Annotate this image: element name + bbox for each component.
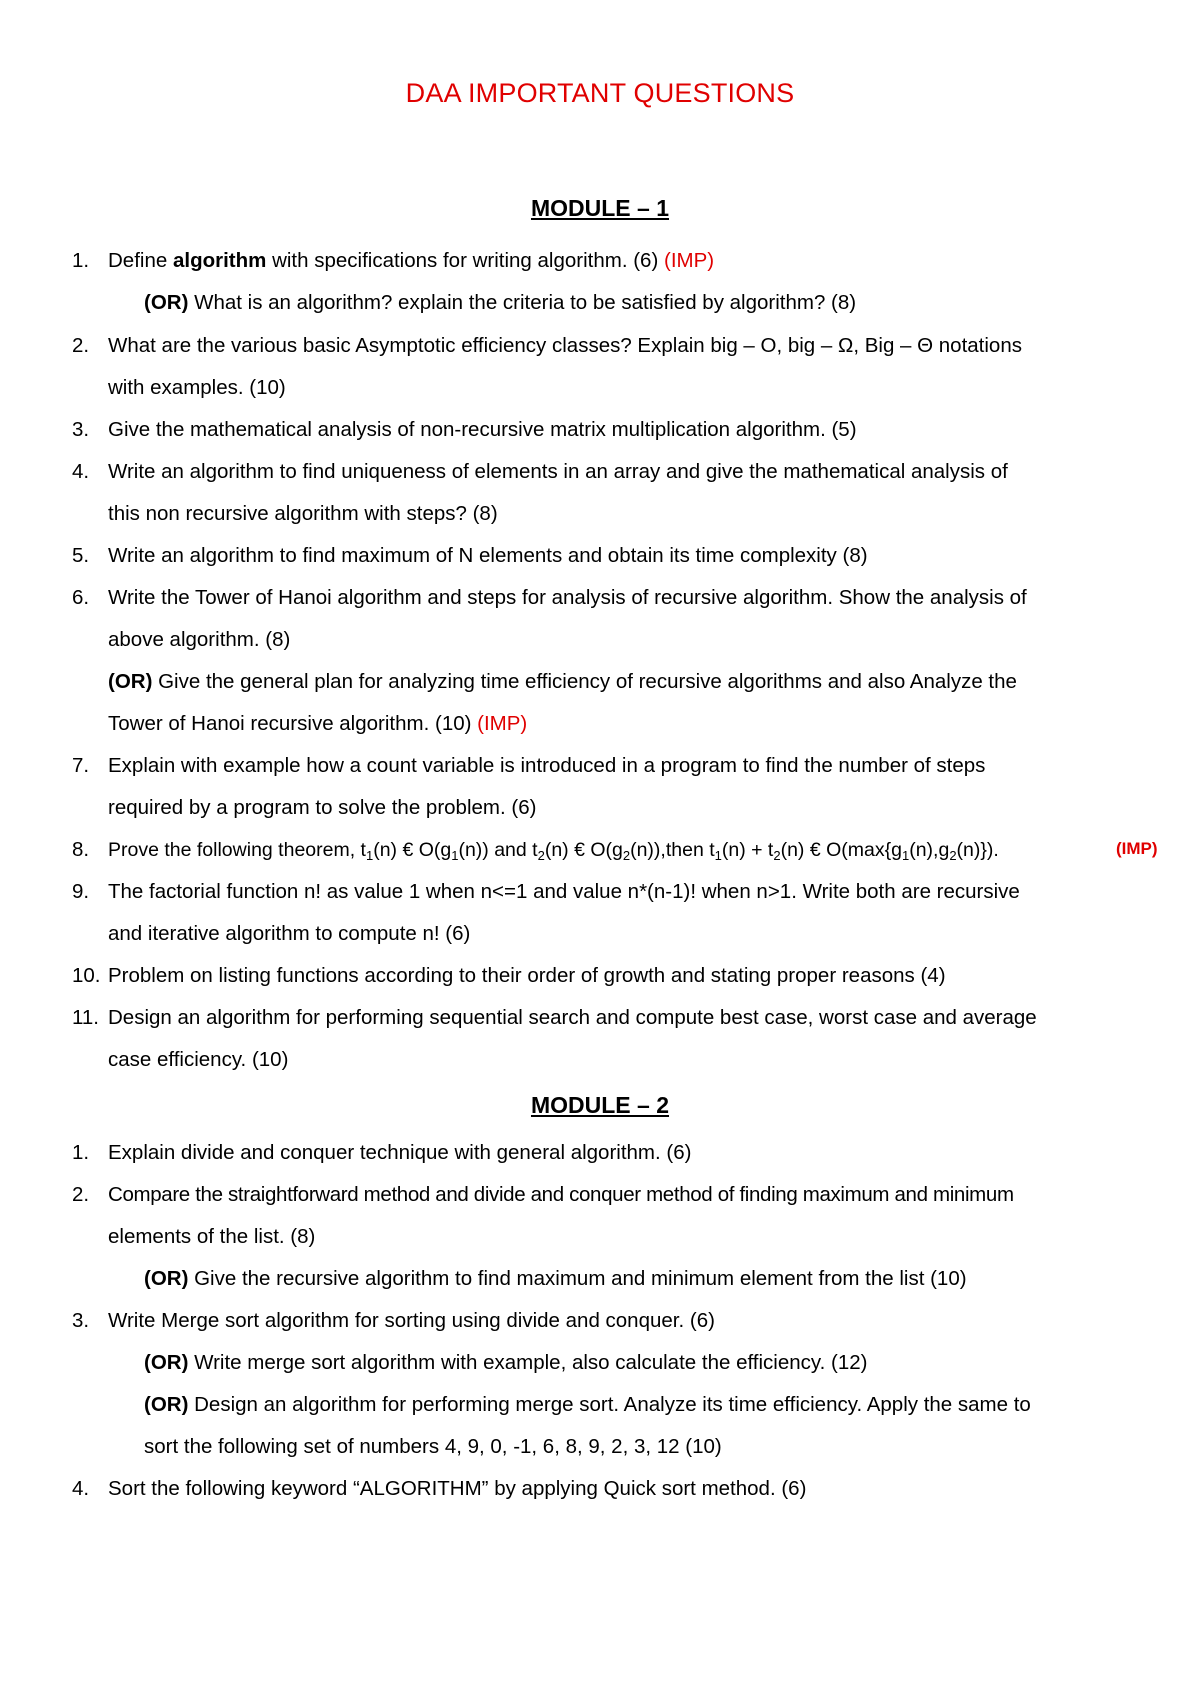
m1-question-6-or-line-1: (OR) Give the general plan for analyzing time efficiency of recursive algorithms and also Analyze the xyxy=(108,670,1017,693)
question-number: 3. xyxy=(72,418,90,441)
m1-question-8: Prove the following theorem, $t_1(n)$ € $O(g_1(n))$ and $t_2(n)$ € $O(g_2(n)),then$ $t_1(n) + t_2(n)$ € $O(\max\{g_1(n),g_2(n)\})$. xyxy=(108,839,999,863)
question-number: 7. xyxy=(72,754,90,777)
question-number: 2. xyxy=(72,1183,90,1206)
m1-question-2-line-1: What are the various basic Asymptotic efficiency classes? Explain big – O, big – Ω, Big – Θ notations xyxy=(108,334,1022,357)
question-number: 4. xyxy=(72,1477,90,1500)
m1-question-7-line-1: Explain with example how a count variable is introduced in a program to find the number of steps xyxy=(108,754,986,777)
document-title: DAA IMPORTANT QUESTIONS xyxy=(405,78,795,108)
imp-badge: (IMP) xyxy=(477,712,528,735)
m1-question-7-line-2: required by a program to solve the problem. (6) xyxy=(108,796,537,819)
m2-question-2-line-1: Compare the straightforward method and divide and conquer method of finding maximum and minimum xyxy=(108,1183,1014,1206)
m1-question-11-line-2: case efficiency. (10) xyxy=(108,1048,289,1071)
module-1-heading: MODULE – 1 xyxy=(530,195,670,221)
question-number: 1. xyxy=(72,1141,90,1164)
m1-question-1-or: (OR) What is an algorithm? explain the criteria to be satisfied by algorithm? (8) xyxy=(144,291,857,314)
question-number: 10. xyxy=(72,964,101,987)
m2-question-4: Sort the following keyword “ALGORITHM” by applying Quick sort method. (6) xyxy=(108,1477,807,1500)
m1-question-5: Write an algorithm to find maximum of N elements and obtain its time complexity (8) xyxy=(108,544,868,567)
question-number: 8. xyxy=(72,838,90,861)
question-number: 1. xyxy=(72,249,90,272)
m2-question-3-or-1: (OR) Write merge sort algorithm with example, also calculate the efficiency. (12) xyxy=(144,1351,868,1374)
m1-question-4-line-2: this non recursive algorithm with steps? (8) xyxy=(108,502,498,525)
m1-question-9-line-2: and iterative algorithm to compute n! (6) xyxy=(108,922,471,945)
m2-question-1: Explain divide and conquer technique with general algorithm. (6) xyxy=(108,1141,692,1164)
m2-question-3-or-2-line-1: (OR) Design an algorithm for performing merge sort. Analyze its time efficiency. Apply the same to xyxy=(144,1393,1031,1416)
m2-question-2-or: (OR) Give the recursive algorithm to find maximum and minimum element from the list (10) xyxy=(144,1267,967,1290)
question-number: 5. xyxy=(72,544,90,567)
question-number: 3. xyxy=(72,1309,90,1332)
m2-question-3-or-2-line-2: sort the following set of numbers 4, 9, 0, -1, 6, 8, 9, 2, 3, 12 (10) xyxy=(144,1435,722,1458)
m1-question-11-line-1: Design an algorithm for performing sequential search and compute best case, worst case and average xyxy=(108,1006,1037,1029)
m1-question-4-line-1: Write an algorithm to find uniqueness of elements in an array and give the mathematical analysis of xyxy=(108,460,1008,483)
m1-question-3: Give the mathematical analysis of non-recursive matrix multiplication algorithm. (5) xyxy=(108,418,857,441)
m2-question-2-line-2: elements of the list. (8) xyxy=(108,1225,316,1248)
m1-question-9-line-1: The factorial function n! as value 1 when n<=1 and value n*(n-1)! when n>1. Write both are recursive xyxy=(108,880,1020,903)
question-number: 11. xyxy=(72,1006,99,1029)
question-number: 9. xyxy=(72,880,90,903)
m1-question-2-line-2: with examples. (10) xyxy=(108,376,286,399)
question-number: 2. xyxy=(72,334,90,357)
m1-question-10: Problem on listing functions according to their order of growth and stating proper reasons (4) xyxy=(108,964,946,987)
module-2-heading: MODULE – 2 xyxy=(530,1092,670,1118)
m1-question-6-or-line-2: Tower of Hanoi recursive algorithm. (10) (IMP) xyxy=(108,712,528,735)
m1-question-6-line-2: above algorithm. (8) xyxy=(108,628,291,651)
m1-question-1: Define algorithm with specifications for writing algorithm. (6) (IMP) xyxy=(108,249,715,272)
imp-badge: (IMP) xyxy=(1116,839,1158,858)
m2-question-3: Write Merge sort algorithm for sorting using divide and conquer. (6) xyxy=(108,1309,715,1332)
m1-question-6-line-1: Write the Tower of Hanoi algorithm and steps for analysis of recursive algorithm. Show the analysis of xyxy=(108,586,1027,609)
question-number: 6. xyxy=(72,586,90,609)
question-number: 4. xyxy=(72,460,90,483)
imp-badge: (IMP) xyxy=(664,249,715,272)
